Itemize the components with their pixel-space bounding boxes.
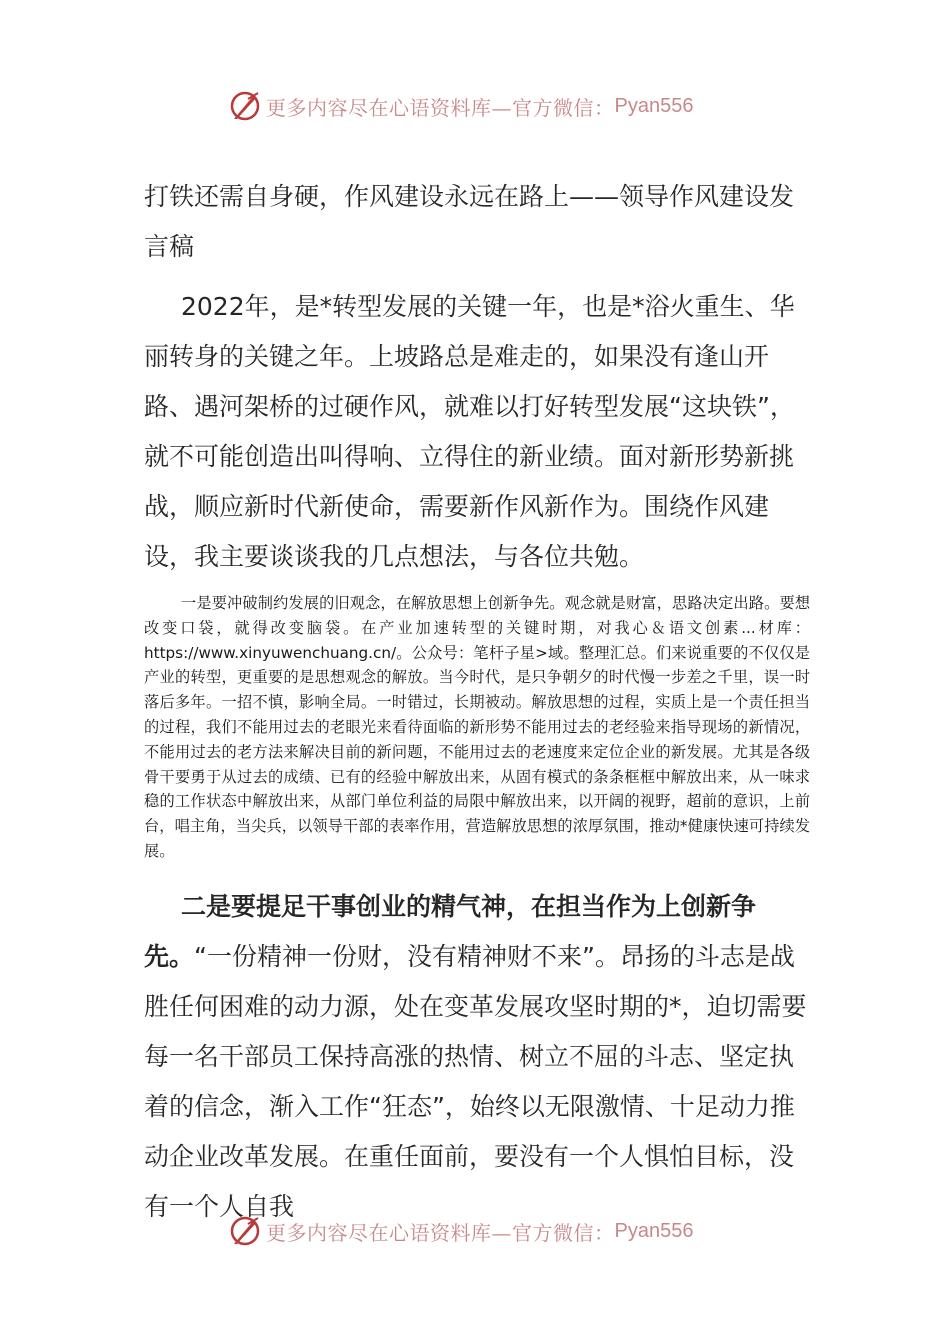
intro-paragraph: 2022年，是*转型发展的关键一年，也是*浴火重生、华丽转身的关键之年。上坡路总是难走的，如果没有逢山开路、遇河架桥的过硬作风，就难以打好转型发展“这块铁”，就不可能创造出叫得响、立得住的新业绩。面对新形势新挑战，顺应新时代新使命，需要新作风新作为。围绕作风建设，我主要谈谈我的几点想法，与各位共勉。 — [144, 292, 795, 571]
section-two-body: “一份精神一份财，没有精神财不来”。昂扬的斗志是战胜任何困难的动力源，处在变革发展攻坚时期的*，迫切需要每一名干部员工保持高涨的热情、树立不屈的斗志、坚定执着的信念，渐入工作“狂态”，始终以无限激情、十足动力推动企业改革发展。在重任面前，要没有一个人惧怕目标，没有一个人自我 — [144, 942, 807, 1221]
document-title: 打铁还需自身硬，作风建设永远在路上——领导作风建设发言稿 — [144, 182, 795, 261]
footer-banner-brand: Pyan556 — [614, 1219, 694, 1242]
footer-banner — [228, 1209, 693, 1253]
header-banner-brand: Pyan556 — [614, 94, 694, 117]
section-two-paragraph — [144, 882, 816, 1232]
section-one-paragraph: 一是要冲破制约发展的旧观念，在解放思想上创新争先。观念就是财富，思路决定出路。要想改变口袋，就得改变脑袋。在产业加速转型的关键时期，对我心＆语文创素...材库：https://www.xinyuwenchuang.cn/。公众号：笔杆子星>域。整理汇总。们来说重要的不仅仅是产业的转型，更重要的是思想观念的解放。当今时代，是只争朝夕的时代慢一步差之千里，误一时落后多年。一招不慎，影响全局。一时错过，长期被动。解放思想的过程，实质上是一个责任担当的过程，我们不能用过去的老眼光来看待面临的新形势不能用过去的老经验来指导现场的新情况，不能用过去的老方法来解决目前的新问题，不能用过去的老速度来定位企业的新发展。尤其是各级骨干要勇于从过去的成绩、已有的经验中解放出来，从固有模式的条条框框中解放出来，从一味求稳的工作状态中解放出来，从部门单位利益的局限中解放出来，以开阔的视野，超前的意识，上前台，唱主角，当尖兵，以领导干部的表率作用，营造解放思想的浓厚氛围，推动*健康快速可持续发展。 — [144, 594, 810, 860]
header-banner — [228, 84, 693, 128]
footer-banner-text: 更多内容尽在心语资料库—官方微信： — [266, 1220, 615, 1245]
quill-pen-logo-icon — [228, 89, 262, 123]
quill-pen-logo-icon — [228, 1214, 262, 1248]
header-banner-text: 更多内容尽在心语资料库—官方微信： — [266, 95, 615, 120]
section-two-heading: 二是要提足干事创业的精气神，在担当作为上创新争先。 — [144, 892, 757, 971]
